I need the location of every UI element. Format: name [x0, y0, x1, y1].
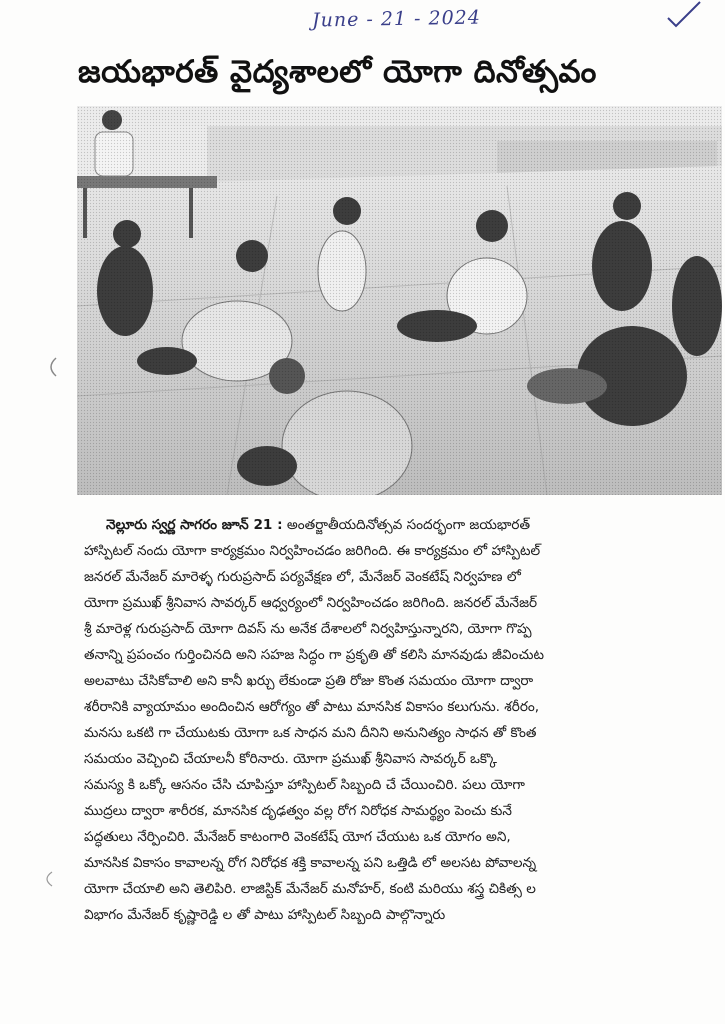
margin-mark-icon: [44, 356, 58, 378]
article-line: సమయం వెచ్చించి చేయాలనీ కోరినారు. యోగా ప్రముఖ్ శ్రీనివాస సావర్కర్ ఒక్కొ: [84, 751, 497, 767]
margin-mark-icon: [40, 870, 54, 888]
article-line: అలవాటు చేసికోవాలి అని కానీ ఖర్చు లేకుండా ప్రతి రోజు కొంత సమయం యోగా ద్వారా: [84, 673, 534, 689]
article-paragraph: [84, 512, 720, 928]
article-line-1: నెల్లూరు స్వర్ణ సాగరం జూన్ 21 : అంతర్జాతీయదినోత్సవ సందర్భంగా జయభారత్: [106, 517, 531, 533]
article-line: శరీరానికి వ్యాయామం అందించిన ఆరోగ్యం తో పాటు మానసిక వికాసం కలుగును. శరీరం,: [84, 699, 540, 715]
article-line: తనాన్ని ప్రపంచం గుర్తించినది అని సహజ సిద్ధం గా ప్రకృతి తో కలిసి మానవుడు జీవించుట: [84, 647, 544, 663]
tick-mark-icon: [664, 0, 704, 30]
article-dateline: నెల్లూరు స్వర్ణ సాగరం జూన్ 21 :: [106, 517, 283, 533]
handwritten-date: June - 21 - 2024: [311, 6, 482, 32]
headline: జయభారత్ వైద్యశాలలో యోగా దినోత్సవం: [78, 54, 597, 90]
yoga-session-photo: [77, 106, 722, 495]
article-line: యోగా ప్రముఖ్ శ్రీనివాస సావర్కర్ ఆధ్వర్యంలో నిర్వహించడం జరిగింది. జనరల్ మేనేజర్: [84, 595, 538, 611]
article-line: విభాగం మేనేజర్ కృష్ణారెడ్డి ల తో పాటు హాస్పిటల్ సిబ్బంది పాల్గొన్నారు: [84, 907, 446, 923]
photo-illustration: [77, 106, 722, 495]
article-line: పద్ధతులు నేర్పించిరి. మేనేజర్ కాటంగారి వెంకటేష్ యోగ చేయుట ఒక యోగం అని,: [84, 829, 511, 845]
article-line: ముద్రలు ద్వారా శారీరక, మానసిక దృఢత్వం వల్ల రోగ నిరోధక సామర్థ్యం పెంచు కునే: [84, 803, 512, 819]
article-line: శ్రీ మారెళ్ల గురుప్రసాద్ యోగా దివస్ ను అనేక దేశాలలో నిర్వహిస్తున్నారని, యోగా గొప్ప: [84, 621, 532, 637]
article-line: హాస్పిటల్ నందు యోగా కార్యక్రమం నిర్వహించడం జరిగింది. ఈ కార్యక్రమం లో హాస్పిటల్: [84, 543, 541, 559]
article-body: [84, 512, 720, 928]
article-line: మానసిక వికాసం కావాలన్న రోగ నిరోధక శక్తి కావాలన్న పని ఒత్తిడి లో అలసట పోవాలన్న: [84, 855, 537, 871]
article-line: మనసు ఒకటి గా చేయుటకు యోగా ఒక సాధన మని దీనిని అనునిత్యం సాధన తో కొంత: [84, 725, 537, 741]
article-line: జనరల్ మేనేజర్ మారెళ్ళ గురుప్రసాద్ పర్యవేక్షణ లో, మేనేజర్ వెంకటేష్ నిర్వహణ లో: [84, 569, 521, 585]
article-line: సమస్య కి ఒక్కో ఆసనం చేసి చూపిస్తూ హాస్పిటల్ సిబ్బంది చే చేయించిరి. పలు యోగా: [84, 777, 525, 793]
article-line: యోగా చేయాలి అని తెలిపిరి. లాజిస్టిక్ మేనేజర్ మనోహర్, కంటి మరియు శస్త్ర చికిత్స ల: [84, 881, 536, 897]
